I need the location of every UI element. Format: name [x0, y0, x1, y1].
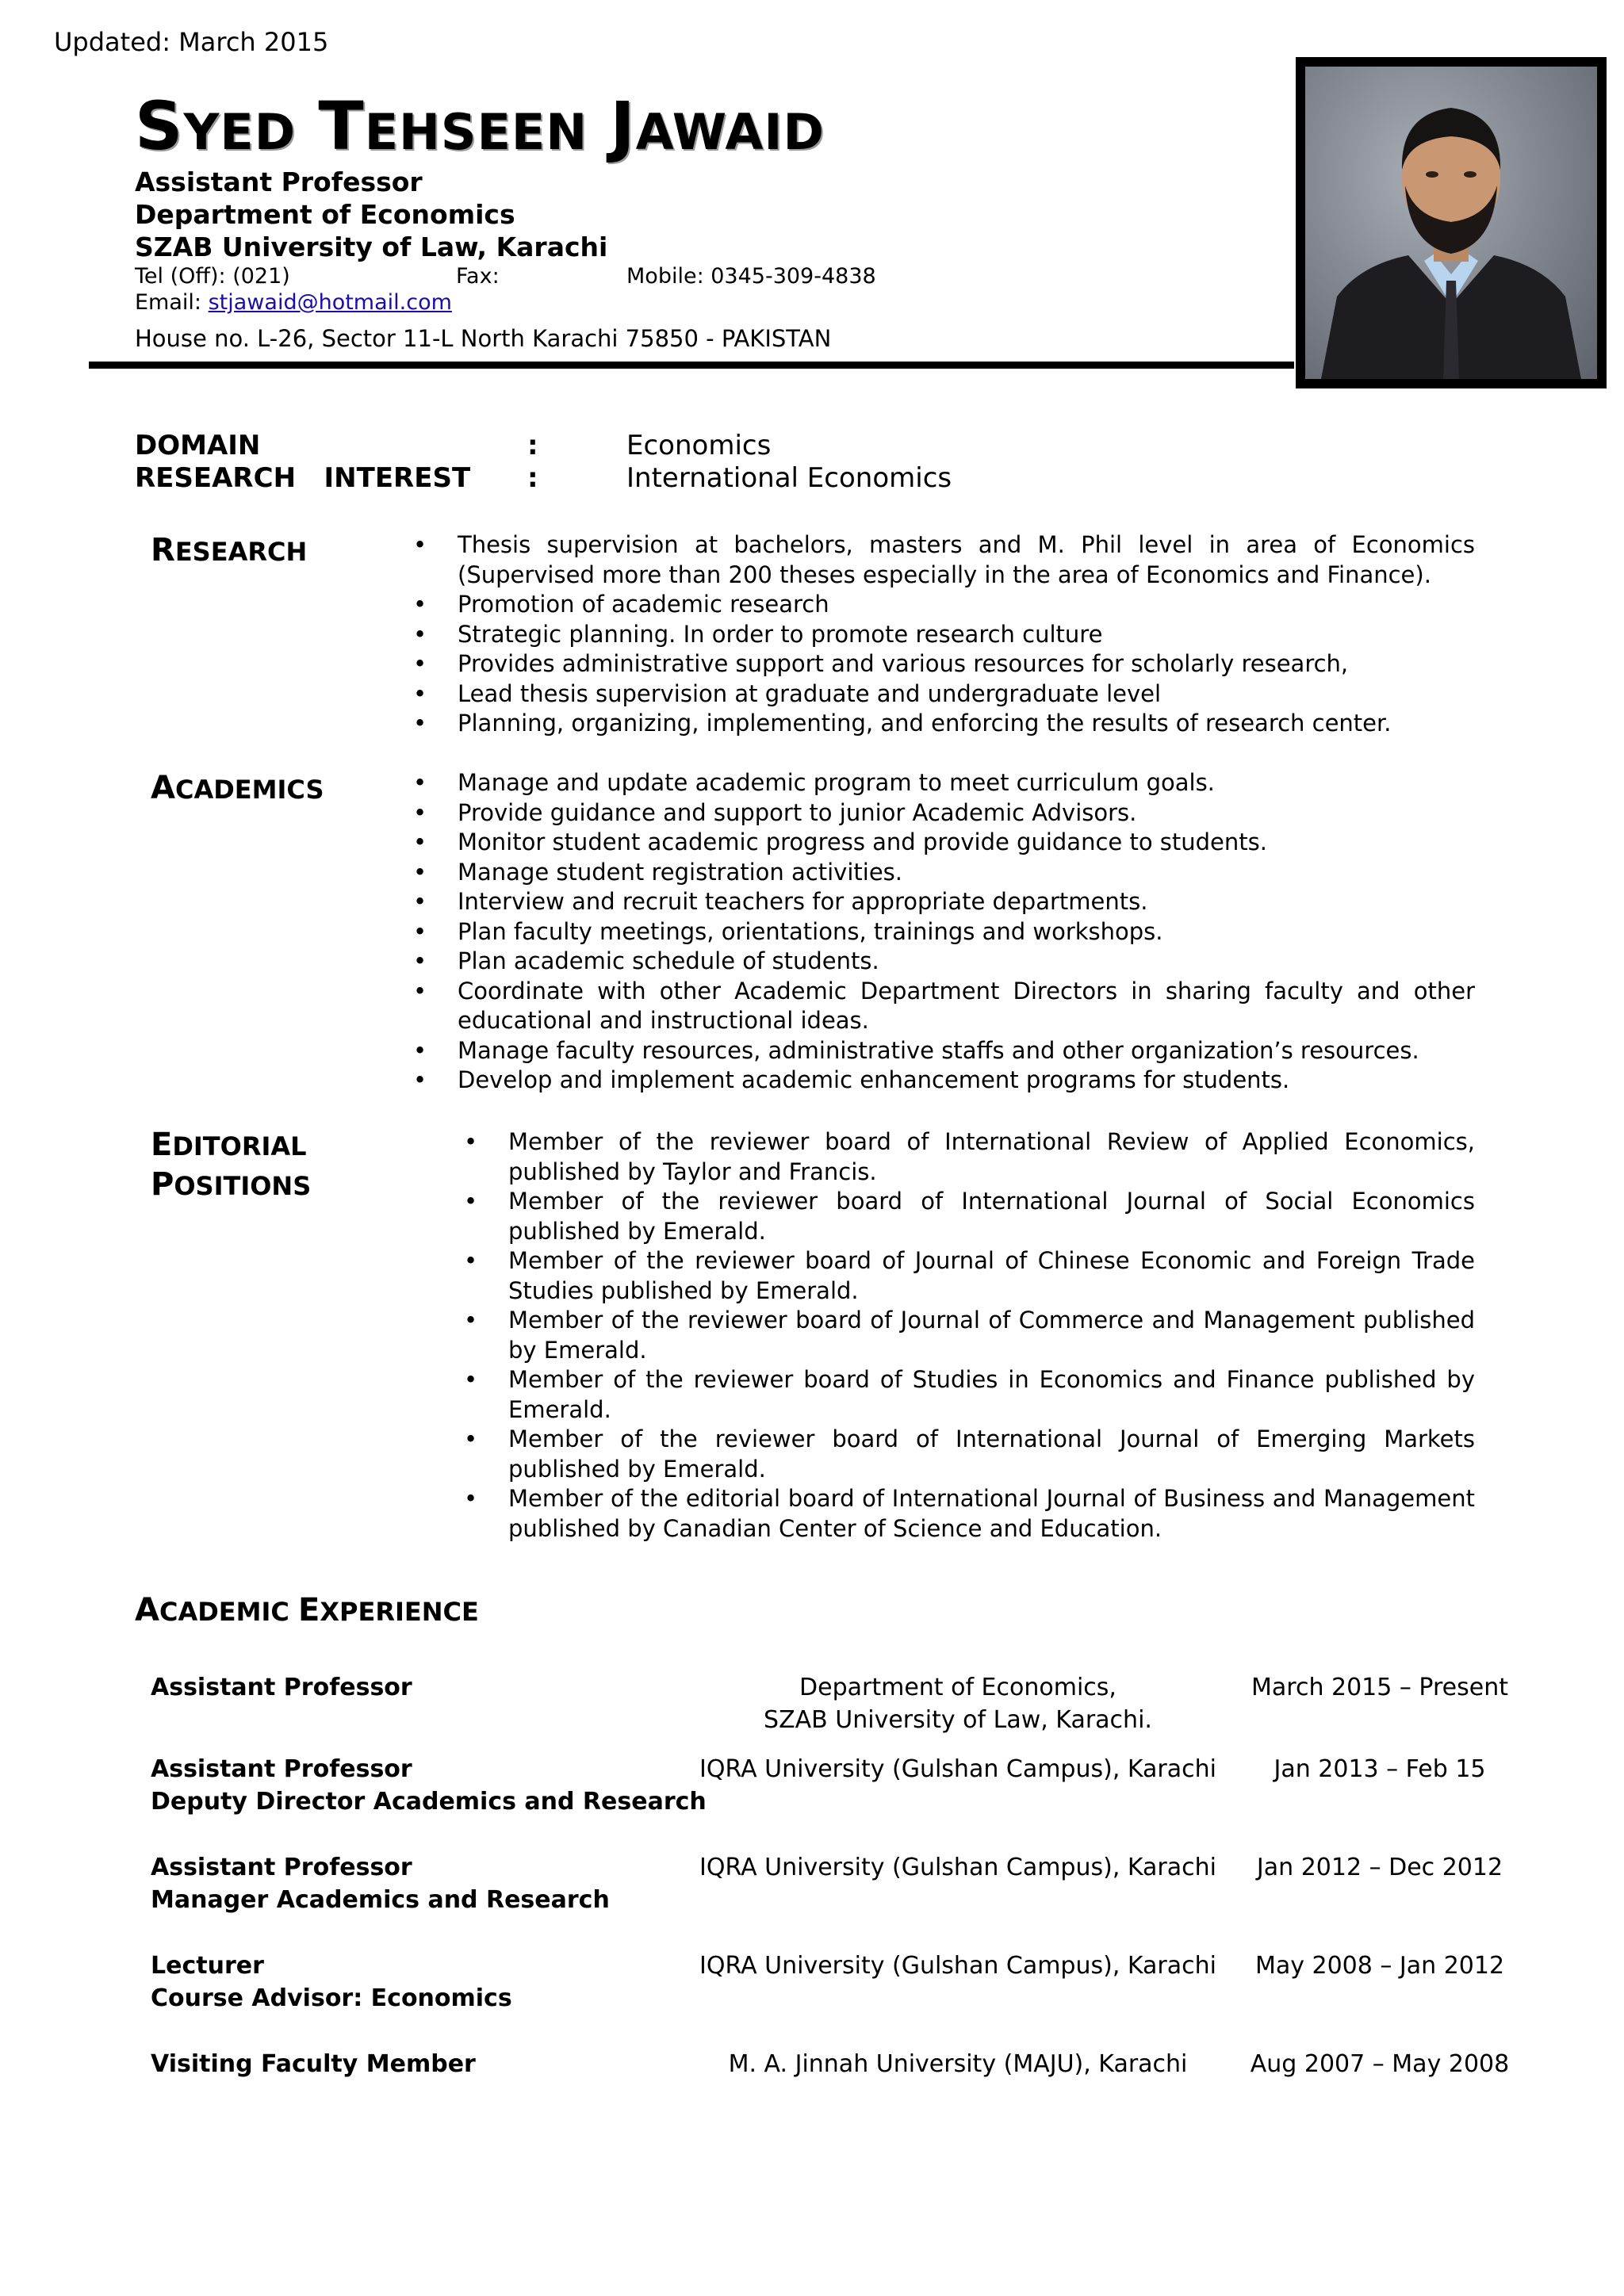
academics-list — [458, 768, 1475, 1096]
email-row — [135, 290, 452, 315]
name-middle-rest: EHSEEN — [364, 103, 588, 161]
designation: Assistant Professor — [135, 166, 423, 197]
list-item: • Manage and update academic program to meet curriculum goals. — [458, 768, 1475, 798]
experience-dates: Jan 2013 – Feb 15 — [1274, 1755, 1486, 1783]
list-item: • Strategic planning. In order to promote research culture — [458, 620, 1475, 650]
experience-heading-rest-1: CADEMIC — [159, 1597, 299, 1627]
list-item: • Member of the reviewer board of Journal of Chinese Economic and Foreign Trade Studies published by Emerald. — [508, 1246, 1475, 1306]
positions-heading-initial: P — [151, 1166, 174, 1203]
list-item: • Member of the reviewer board of International Review of Applied Economics, published by Taylor and Francis. — [508, 1127, 1475, 1187]
tel-office: Tel (Off): (021) — [135, 264, 290, 289]
research-heading — [151, 531, 307, 571]
fax: Fax: — [456, 264, 500, 289]
experience-title — [151, 1851, 610, 1916]
editorial-list — [508, 1127, 1475, 1544]
academics-heading-rest: CADEMICS — [174, 775, 324, 805]
job-title: Assistant Professor — [151, 1854, 412, 1881]
list-item: • Provide guidance and support to junior Academic Advisors. — [458, 798, 1475, 828]
editorial-heading-initial: E — [151, 1127, 173, 1163]
experience-organization: IQRA University (Gulshan Campus), Karachi — [699, 1952, 1216, 1980]
name-first-rest: YED — [183, 103, 297, 161]
list-item: • Plan academic schedule of students. — [458, 947, 1475, 977]
postal-address: House no. L-26, Sector 11-L North Karachi 75850 - PAKISTAN — [135, 325, 832, 352]
experience-title — [151, 1753, 707, 1818]
research-interest-value: International Economics — [626, 462, 952, 494]
experience-heading-initial-2: E — [298, 1592, 320, 1628]
job-title: Assistant Professor — [151, 1755, 412, 1783]
list-item: • Member of the reviewer board of Studies in Economics and Finance published by Emerald. — [508, 1365, 1475, 1425]
list-item: • Develop and implement academic enhancement programs for students. — [458, 1066, 1475, 1096]
list-item: • Coordinate with other Academic Department Directors in sharing faculty and other educational and instructional ideas. — [458, 977, 1475, 1036]
list-item: • Thesis supervision at bachelors, masters and M. Phil level in area of Economics (Supervised more than 200 theses especially in the area of Economics and Finance). — [458, 530, 1475, 590]
list-item: • Promotion of academic research — [458, 590, 1475, 620]
institution: SZAB University of Law, Karachi — [135, 232, 608, 262]
list-item: • Member of the reviewer board of Journal of Commerce and Management published by Emerald. — [508, 1306, 1475, 1365]
research-interest-separator: : — [527, 462, 538, 494]
list-item: • Provides administrative support and various resources for scholarly research, — [458, 649, 1475, 679]
experience-dates: May 2008 – Jan 2012 — [1254, 1952, 1505, 1980]
job-subtitle: Course Advisor: Economics — [151, 1984, 512, 2012]
list-item: • Interview and recruit teachers for appropriate departments. — [458, 887, 1475, 917]
domain-value: Economics — [626, 430, 772, 461]
list-item: • Planning, organizing, implementing, and enforcing the results of research center. — [458, 709, 1475, 739]
research-interest-label: RESEARCH INTEREST — [135, 462, 471, 494]
research-heading-rest: ESEARCH — [174, 537, 308, 567]
experience-organization: IQRA University (Gulshan Campus), Karachi — [699, 1854, 1216, 1881]
name-first-initial: S — [135, 87, 184, 165]
name-last-rest: AWAID — [635, 103, 825, 161]
name-last-initial: J — [610, 87, 636, 165]
name-middle-initial: T — [318, 87, 365, 165]
org-line: Department of Economics, — [799, 1674, 1116, 1701]
experience-title — [151, 1950, 512, 2015]
experience-organization: M. A. Jinnah University (MAJU), Karachi — [728, 2050, 1188, 2078]
research-heading-initial: R — [151, 532, 175, 568]
profile-photo-frame — [1296, 57, 1607, 388]
experience-organization — [688, 1671, 1228, 1736]
experience-heading-initial-1: A — [135, 1592, 159, 1628]
research-list — [458, 530, 1475, 739]
academics-heading-initial: A — [151, 770, 175, 806]
job-title: Lecturer — [151, 1952, 264, 1980]
list-item: • Manage faculty resources, administrative staffs and other organization’s resources. — [458, 1036, 1475, 1066]
list-item: • Manage student registration activities. — [458, 858, 1475, 888]
experience-dates: March 2015 – Present — [1251, 1674, 1508, 1701]
updated-date: Updated: March 2015 — [54, 27, 329, 57]
list-item: • Monitor student academic progress and provide guidance to students. — [458, 828, 1475, 858]
experience-dates: Jan 2012 – Dec 2012 — [1256, 1854, 1503, 1881]
job-title: Assistant Professor — [151, 1674, 412, 1701]
editorial-heading — [151, 1126, 311, 1205]
list-item: • Member of the reviewer board of International Journal of Social Economics published by Emerald. — [508, 1187, 1475, 1246]
positions-heading-rest: OSITIONS — [174, 1171, 312, 1201]
experience-title — [151, 2048, 476, 2080]
email-label: Email: — [135, 290, 202, 315]
experience-dates: Aug 2007 – May 2008 — [1250, 2050, 1510, 2078]
list-item: • Lead thesis supervision at graduate and undergraduate level — [458, 679, 1475, 710]
profile-photo — [1305, 67, 1597, 379]
job-title: Visiting Faculty Member — [151, 2050, 476, 2078]
department: Department of Economics — [135, 199, 515, 230]
portrait-illustration — [1305, 67, 1597, 379]
experience-organization: IQRA University (Gulshan Campus), Karachi — [699, 1755, 1216, 1783]
experience-heading-rest-2: XPERIENCE — [320, 1597, 479, 1627]
domain-separator: : — [527, 430, 538, 461]
list-item: • Plan faculty meetings, orientations, trainings and workshops. — [458, 917, 1475, 947]
list-item: • Member of the reviewer board of International Journal of Emerging Markets published by Emerald. — [508, 1425, 1475, 1484]
list-item: • Member of the editorial board of International Journal of Business and Management published by Canadian Center of Science and Education. — [508, 1484, 1475, 1544]
header-divider — [89, 362, 1294, 369]
experience-title — [151, 1671, 412, 1704]
academics-heading — [151, 769, 324, 809]
person-name — [135, 87, 825, 165]
job-subtitle: Deputy Director Academics and Research — [151, 1788, 707, 1816]
job-subtitle: Manager Academics and Research — [151, 1886, 610, 1914]
academic-experience-heading — [135, 1592, 479, 1628]
org-line: SZAB University of Law, Karachi. — [764, 1706, 1152, 1734]
domain-label: DOMAIN — [135, 430, 261, 461]
mobile: Mobile: 0345-309-4838 — [626, 264, 876, 289]
email-link[interactable]: stjawaid@hotmail.com — [208, 290, 452, 315]
editorial-heading-rest: DITORIAL — [172, 1131, 307, 1161]
